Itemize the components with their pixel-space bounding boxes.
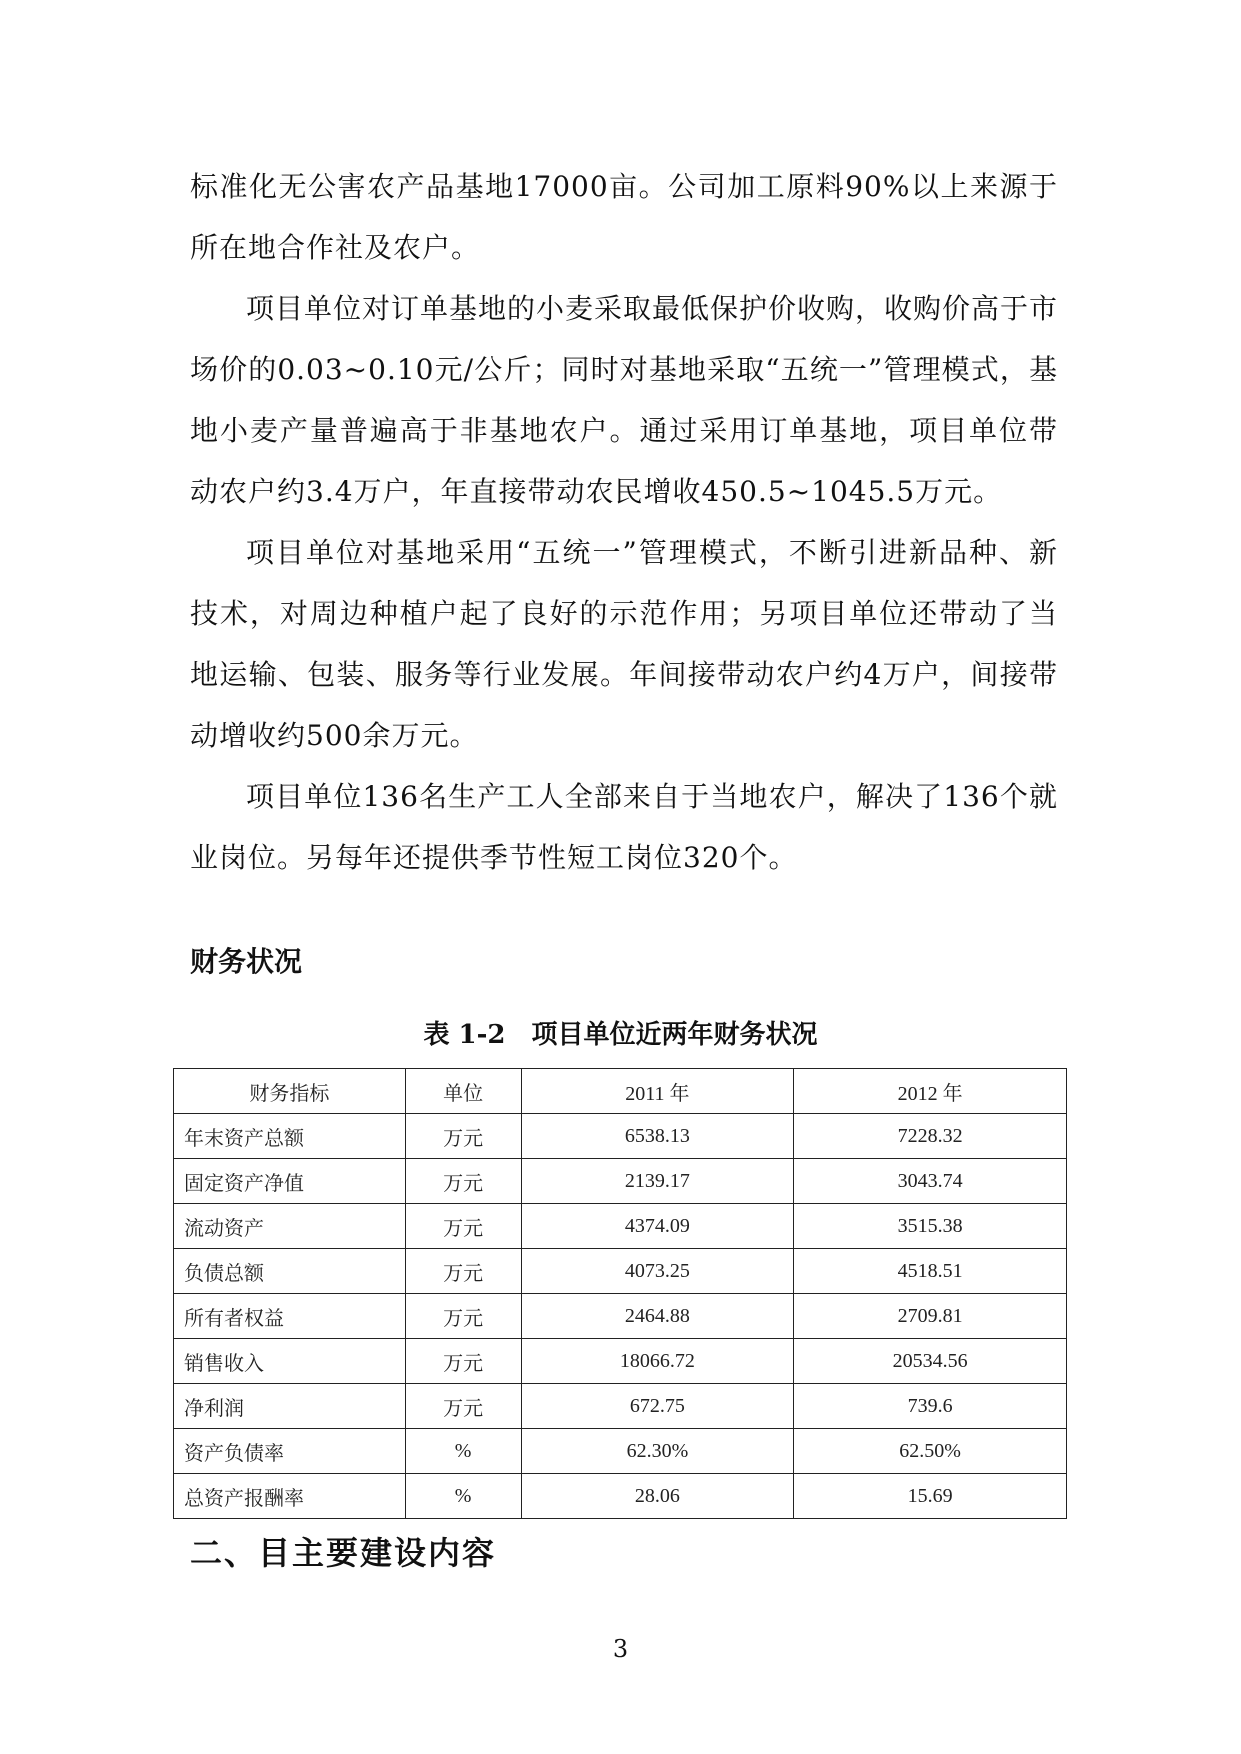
cell-2011: 2464.88 (521, 1294, 794, 1339)
paragraph-1: 标准化无公害农产品基地17000亩。公司加工原料90%以上来源于所在地合作社及农户。 (190, 170, 1058, 264)
header-2012: 2012 年 (794, 1069, 1067, 1114)
cell-2011: 2139.17 (521, 1159, 794, 1204)
cell-unit: 万元 (405, 1294, 521, 1339)
financial-table-container (173, 1068, 1067, 1519)
cell-indicator: 负债总额 (174, 1249, 406, 1294)
table-caption: 表 1-2 项目单位近两年财务状况 (423, 1020, 818, 1050)
cell-indicator: 净利润 (174, 1384, 406, 1429)
chapter-heading: 二、目主要建设内容 (190, 1534, 497, 1572)
cell-2012: 3043.74 (794, 1159, 1067, 1204)
paragraph-3: 项目单位对基地采用“五统一”管理模式，不断引进新品种、新技术，对周边种植户起了良好的示范作用；另项目单位还带动了当地运输、包装、服务等行业发展。年间接带动农户约4万户，间接带动增收约500余万元。 (190, 536, 1058, 752)
paragraph-4: 项目单位136名生产工人全部来自于当地农户，解决了136个就业岗位。另每年还提供季节性短工岗位320个。 (190, 780, 1058, 874)
cell-unit: 万元 (405, 1339, 521, 1384)
table-row (174, 1114, 1067, 1159)
cell-unit: 万元 (405, 1114, 521, 1159)
header-2011: 2011 年 (521, 1069, 794, 1114)
cell-unit: 万元 (405, 1384, 521, 1429)
financial-table (173, 1068, 1067, 1519)
cell-2012: 7228.32 (794, 1114, 1067, 1159)
page-number: 3 (612, 1635, 629, 1663)
cell-2011: 4073.25 (521, 1249, 794, 1294)
cell-2012: 739.6 (794, 1384, 1067, 1429)
cell-2012: 15.69 (794, 1474, 1067, 1519)
header-unit: 单位 (405, 1069, 521, 1114)
cell-2012: 3515.38 (794, 1204, 1067, 1249)
cell-2011: 62.30% (521, 1429, 794, 1474)
header-indicator: 财务指标 (174, 1069, 406, 1114)
cell-unit: % (405, 1474, 521, 1519)
cell-2011: 6538.13 (521, 1114, 794, 1159)
table-row (174, 1294, 1067, 1339)
cell-unit: 万元 (405, 1204, 521, 1249)
cell-2011: 4374.09 (521, 1204, 794, 1249)
cell-2011: 672.75 (521, 1384, 794, 1429)
cell-indicator: 资产负债率 (174, 1429, 406, 1474)
cell-unit: % (405, 1429, 521, 1474)
table-row (174, 1429, 1067, 1474)
cell-2012: 62.50% (794, 1429, 1067, 1474)
cell-unit: 万元 (405, 1159, 521, 1204)
table-row (174, 1339, 1067, 1384)
table-row (174, 1204, 1067, 1249)
cell-2011: 28.06 (521, 1474, 794, 1519)
cell-2012: 4518.51 (794, 1249, 1067, 1294)
table-row (174, 1249, 1067, 1294)
paragraph-2: 项目单位对订单基地的小麦采取最低保护价收购，收购价高于市场价的0.03~0.10元/公斤；同时对基地采取“五统一”管理模式，基地小麦产量普遍高于非基地农户。通过采用订单基地，项目单位带动农户约3.4万户，年直接带动农民增收450.5~1045.5万元。 (190, 292, 1059, 508)
cell-2011: 18066.72 (521, 1339, 794, 1384)
cell-indicator: 固定资产净值 (174, 1159, 406, 1204)
table-header-row (174, 1069, 1067, 1114)
cell-indicator: 年末资产总额 (174, 1114, 406, 1159)
cell-indicator: 总资产报酬率 (174, 1474, 406, 1519)
cell-2012: 20534.56 (794, 1339, 1067, 1384)
cell-indicator: 所有者权益 (174, 1294, 406, 1339)
cell-indicator: 销售收入 (174, 1339, 406, 1384)
cell-unit: 万元 (405, 1249, 521, 1294)
table-row (174, 1474, 1067, 1519)
cell-2012: 2709.81 (794, 1294, 1067, 1339)
table-row (174, 1159, 1067, 1204)
cell-indicator: 流动资产 (174, 1204, 406, 1249)
section-heading: 财务状况 (190, 945, 303, 978)
table-row (174, 1384, 1067, 1429)
body-text (190, 156, 1058, 888)
